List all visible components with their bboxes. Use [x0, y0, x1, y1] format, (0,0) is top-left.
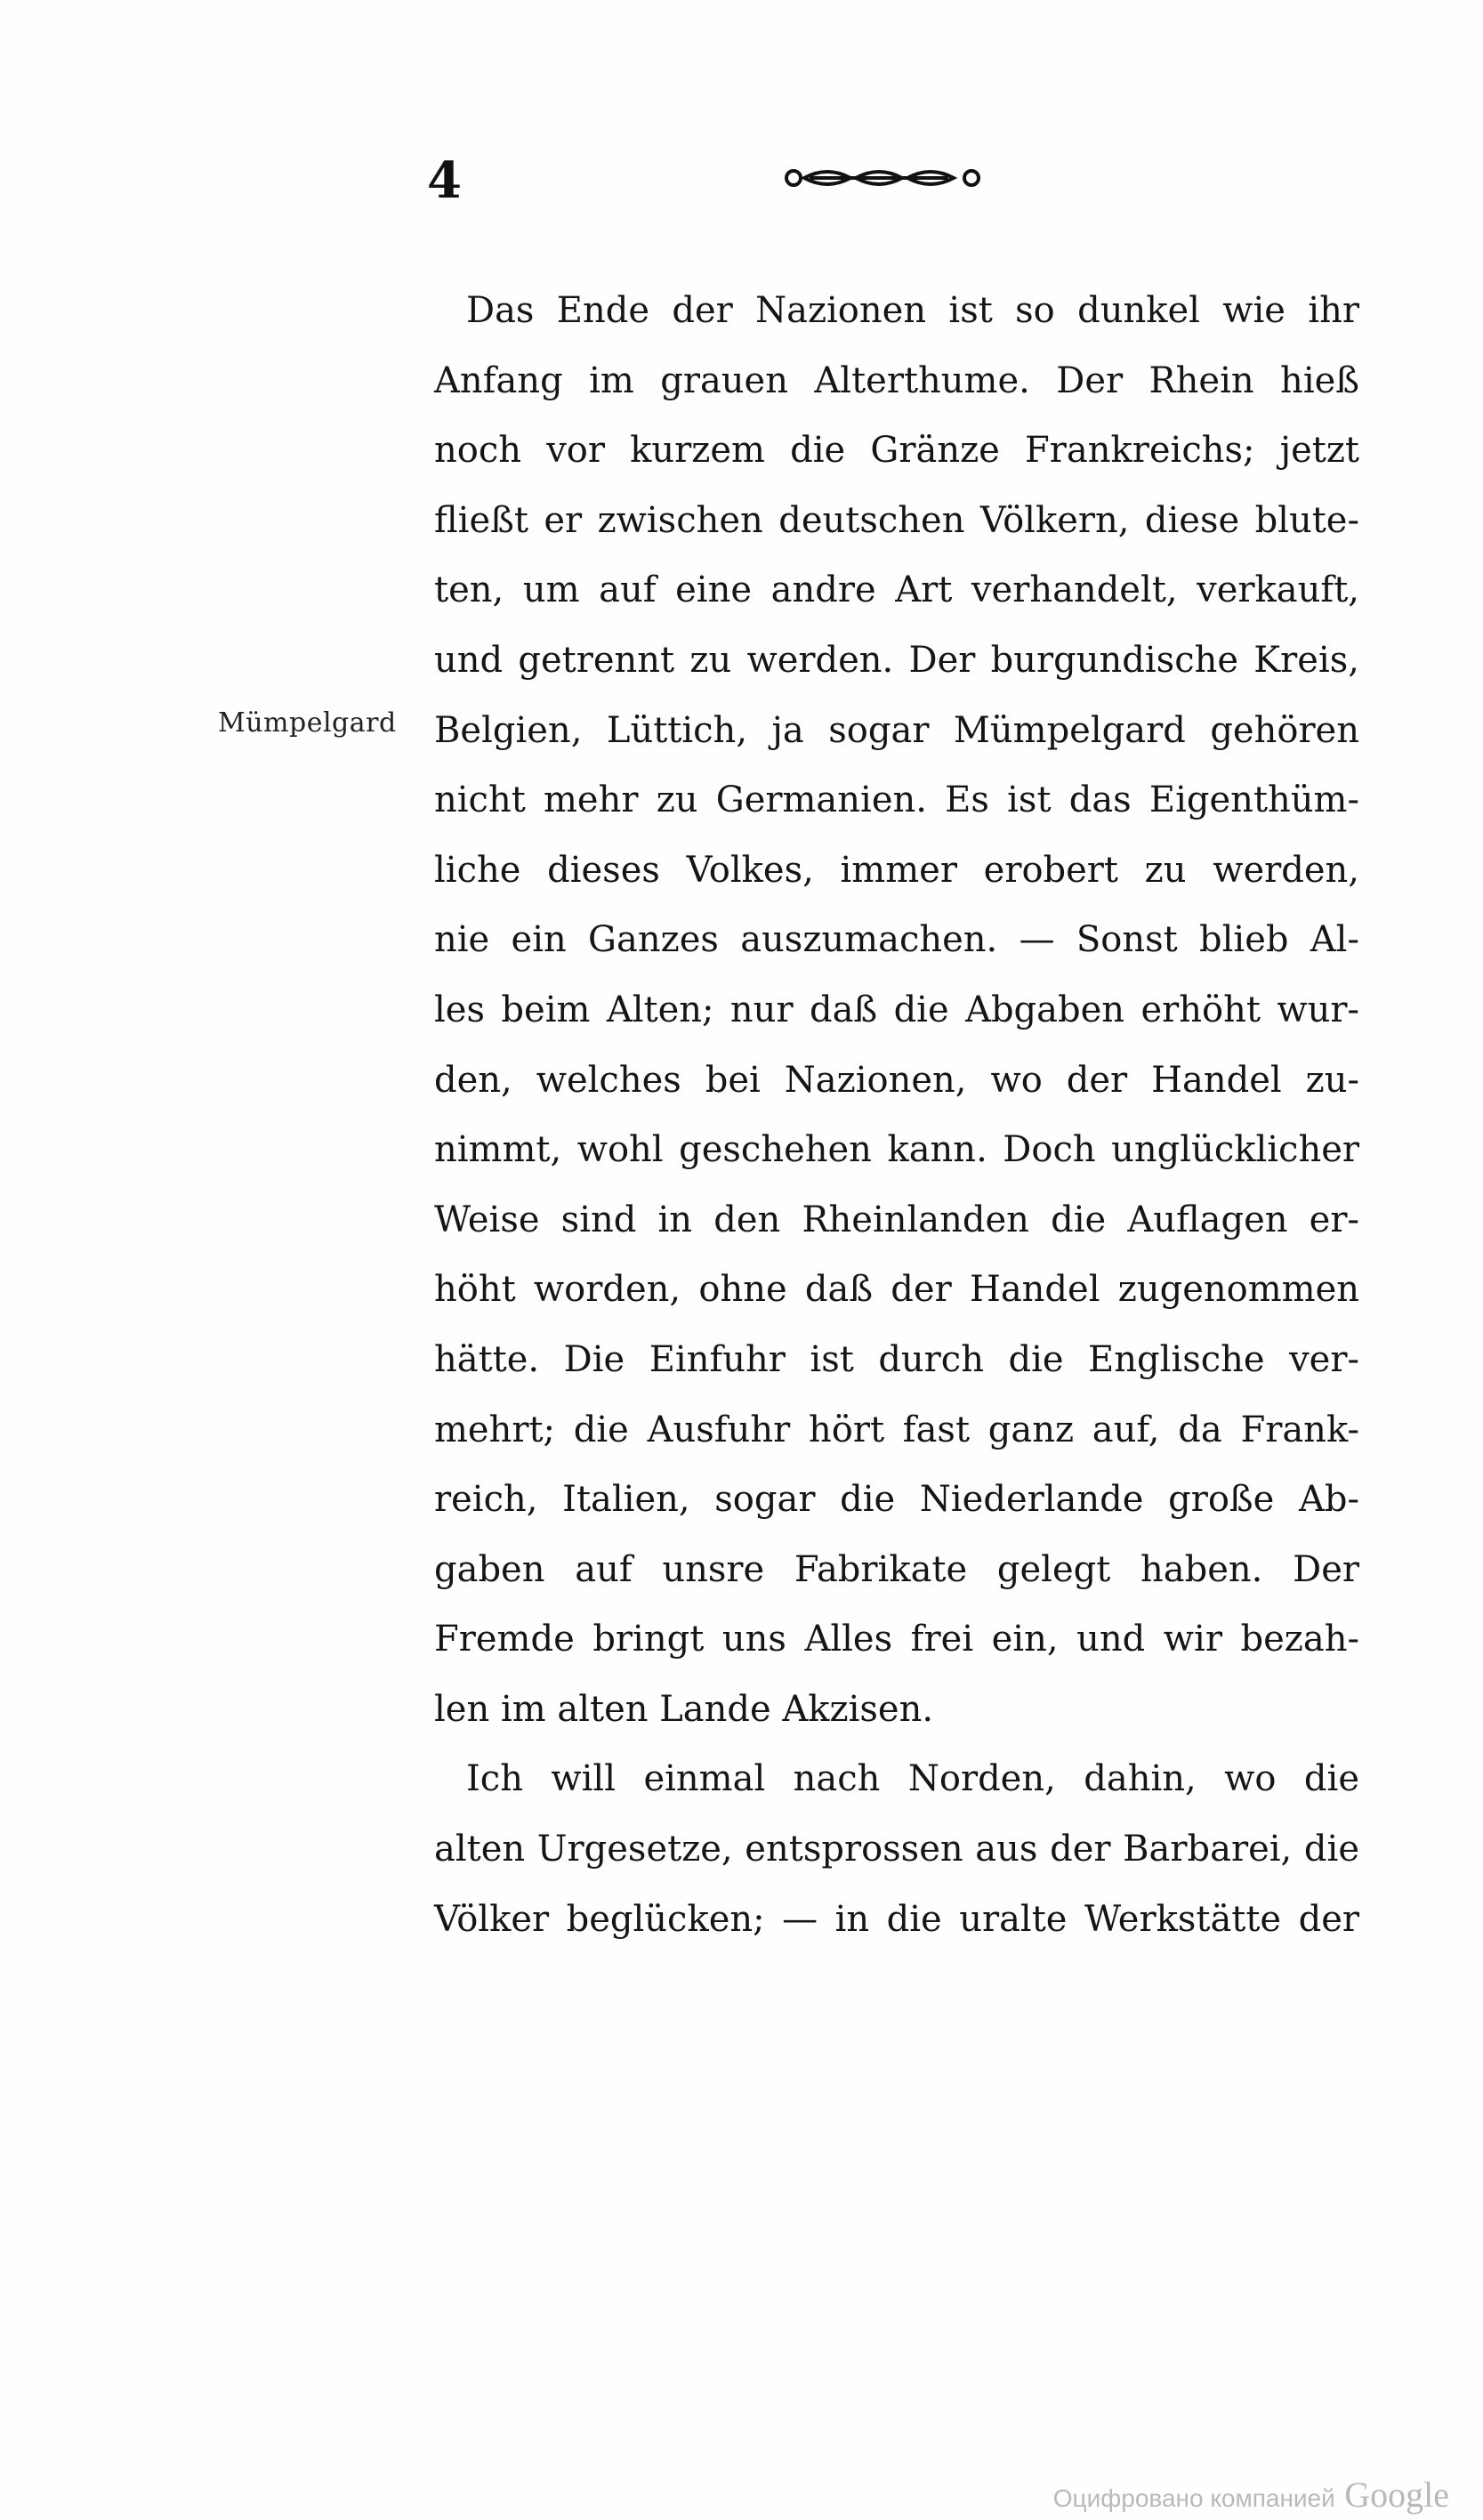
text-line: nimmt, wohl geschehen kann. Doch unglücklicher: [434, 1129, 1359, 1171]
text-line: Das Ende der Nazionen ist so dunkel wie ihr: [466, 290, 1359, 331]
header-ornament: [783, 160, 987, 196]
text-line: len im alten Lande Akzisen.: [434, 1688, 934, 1730]
page-number: 4: [427, 151, 462, 210]
text-line: gaben auf unsre Fabrikate gelegt haben. Der: [434, 1548, 1359, 1590]
text-line: höht worden, ohne daß der Handel zugenommen: [434, 1269, 1359, 1311]
text-line: alten Urgesetze, entsprossen aus der Barbarei, die: [434, 1829, 1359, 1870]
text-line: les beim Alten; nur daß die Abgaben erhöht wur-: [434, 989, 1359, 1030]
text-line: nie ein Ganzes auszumachen. — Sonst blieb Al-: [434, 919, 1359, 961]
text-line: hätte. Die Einfuhr ist durch die Englische ver-: [434, 1338, 1359, 1380]
text-line: Weise sind in den Rheinlanden die Auflagen er-: [434, 1199, 1359, 1240]
text-line: Anfang im grauen Alterthume. Der Rhein hieß: [434, 359, 1359, 401]
text-line: mehrt; die Ausfuhr hört fast ganz auf, da Frank-: [434, 1409, 1359, 1450]
watermark-brand: Google: [1344, 2475, 1449, 2515]
text-line: fließt er zwischen deutschen Völkern, diese blute-: [434, 499, 1359, 541]
digitization-watermark: [1053, 2474, 1449, 2516]
text-line: reich, Italien, sogar die Niederlande große Ab-: [434, 1479, 1359, 1521]
text-line: den, welches bei Nazionen, wo der Handel zu-: [434, 1059, 1359, 1101]
text-line: liche dieses Volkes, immer erobert zu werden,: [434, 849, 1359, 891]
text-line: ten, um auf eine andre Art verhandelt, verkauft,: [434, 569, 1359, 611]
text-line: Völker beglücken; — in die uralte Werkstätte der: [434, 1898, 1359, 1940]
text-line: Fremde bringt uns Alles frei ein, und wir bezah-: [434, 1619, 1359, 1660]
margin-note: Mümpelgard: [218, 707, 397, 739]
text-line: Ich will einmal nach Norden, dahin, wo die: [466, 1758, 1359, 1800]
text-line: und getrennt zu werden. Der burgundische Kreis,: [434, 639, 1359, 681]
text-line: Belgien, Lüttich, ja sogar Mümpelgard gehören: [434, 709, 1359, 751]
body-text: [434, 276, 1359, 1954]
text-line: nicht mehr zu Germanien. Es ist das Eigenthüm-: [434, 779, 1359, 821]
watermark-text: Оцифровано компанией: [1052, 2484, 1335, 2512]
text-line: noch vor kurzem die Gränze Frankreichs; jetzt: [434, 430, 1359, 472]
